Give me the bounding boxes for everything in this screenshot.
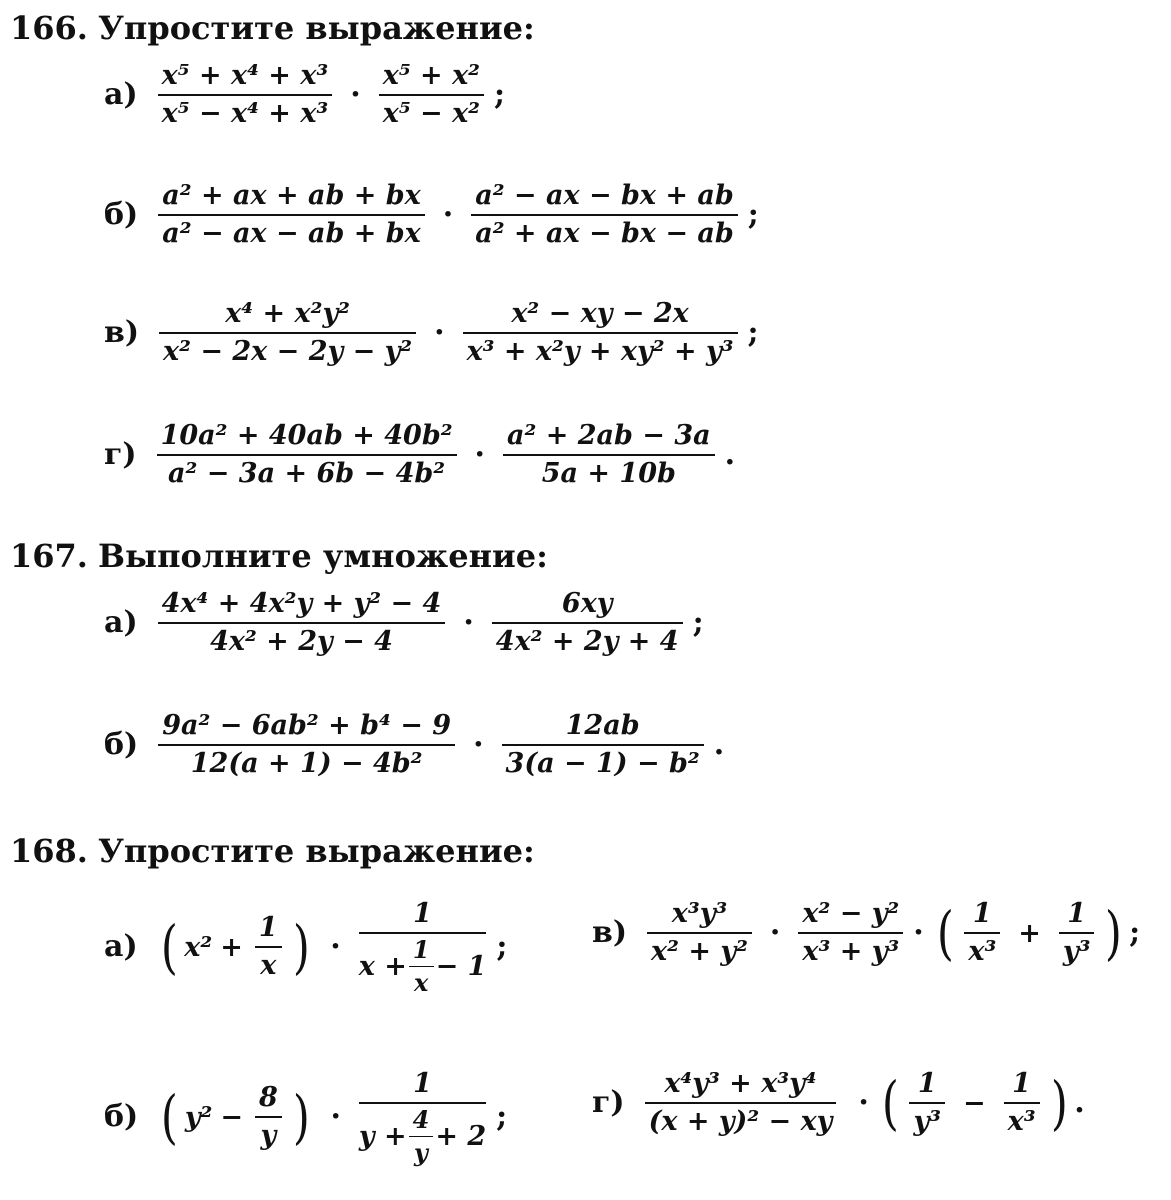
denominator: 12(a + 1) − 4b² (190, 748, 423, 780)
fraction-2 (502, 710, 704, 781)
denominator: x³ (1007, 1106, 1036, 1138)
fraction-1 (645, 1068, 837, 1139)
left-paren: ( (936, 899, 954, 968)
problem-166-heading (10, 9, 535, 47)
problem-166a (104, 60, 505, 131)
denominator: x⁵ − x⁴ + x³ (161, 98, 329, 130)
multiply-sign: · (434, 315, 445, 351)
terminator: ; (496, 1099, 508, 1135)
operator: − (962, 1087, 986, 1119)
problem-168c (592, 898, 1140, 969)
item-label: а) (104, 77, 138, 113)
problem-number: 168. (10, 832, 88, 870)
denominator (359, 1106, 486, 1166)
fraction-1 (157, 420, 457, 491)
operator: + (220, 931, 243, 963)
terminator: . (1074, 1085, 1085, 1121)
fraction-1 (158, 60, 333, 131)
denominator-suffix: − 1 (435, 950, 487, 982)
numerator: 1 (1067, 898, 1087, 929)
numerator: 4 (412, 1105, 430, 1135)
problem-168b (104, 1068, 507, 1167)
fraction-2 (798, 898, 903, 969)
multiply-sign: · (463, 605, 474, 641)
problem-number: 167. (10, 537, 88, 575)
inner-fraction (255, 1082, 282, 1153)
numerator: 12ab (565, 710, 640, 741)
numerator: 4x⁴ + 4x²y + y² − 4 (161, 588, 442, 619)
numerator: x⁴ + x²y² (225, 298, 350, 329)
multiply-sign: · (350, 77, 361, 113)
terminator: . (713, 727, 725, 763)
problem-168-heading (10, 832, 535, 870)
denominator: x² + y² (651, 936, 748, 968)
denominator: x³ + y³ (802, 936, 900, 968)
item-label: г) (104, 437, 137, 473)
denominator: 5a + 10b (541, 458, 676, 490)
denominator: y³ (913, 1106, 941, 1138)
multiply-sign: · (769, 915, 781, 951)
fraction-2 (379, 60, 484, 131)
problem-title: Упростите выражение: (97, 832, 535, 870)
item-label: в) (592, 915, 628, 951)
paren-fraction-1 (964, 898, 1000, 969)
multiply-sign: · (330, 1099, 341, 1135)
terminator: . (724, 437, 736, 473)
complex-fraction (359, 898, 487, 997)
term: x² (184, 931, 213, 963)
multiply-sign: · (330, 929, 341, 965)
item-label: б) (104, 1099, 139, 1135)
numerator: 1 (413, 1068, 432, 1099)
numerator: 1 (258, 911, 278, 943)
right-paren: ) (292, 913, 310, 982)
numerator: 1 (1012, 1068, 1031, 1099)
denominator: 4x² + 2y − 4 (210, 626, 393, 658)
denominator: y (413, 1137, 428, 1167)
denominator: a² + ax − bx − ab (475, 218, 734, 250)
right-paren: ) (292, 1083, 310, 1152)
numerator: a² + ax + ab + bx (162, 180, 421, 211)
denominator-prefix: y + (358, 1120, 407, 1152)
left-paren: ( (160, 913, 178, 982)
numerator: 9a² − 6ab² + b⁴ − 9 (162, 710, 452, 741)
multiply-sign: · (858, 1085, 869, 1121)
right-paren: ) (1105, 899, 1123, 968)
numerator: 1 (413, 898, 432, 929)
denominator: 3(a − 1) − b² (505, 748, 700, 780)
multiply-sign: · (474, 437, 485, 473)
numerator: a² − ax − bx + ab (475, 180, 734, 211)
paren-fraction-1 (909, 1068, 945, 1139)
multiply-sign: · (442, 197, 454, 233)
nested-fraction (409, 1106, 434, 1166)
item-label: г) (592, 1085, 625, 1121)
numerator: 1 (972, 898, 992, 929)
problem-167b (104, 710, 724, 781)
left-paren: ( (881, 1069, 899, 1138)
denominator: y (260, 1120, 277, 1152)
denominator: 4x² + 2y + 4 (495, 626, 679, 658)
problem-166d (104, 420, 735, 491)
problem-168a (104, 898, 507, 997)
terminator: ; (692, 605, 704, 641)
problem-166b (104, 180, 759, 251)
numerator: x⁴y³ + x³y⁴ (664, 1068, 817, 1099)
denominator: a² − ax − ab + bx (162, 218, 421, 250)
denominator: x⁵ − x² (382, 98, 480, 130)
fraction-1 (647, 898, 752, 969)
paren-fraction-2 (1059, 898, 1095, 969)
numerator: 1 (917, 1068, 937, 1099)
denominator: x² − 2x − 2y − y² (163, 336, 413, 368)
problem-168d (592, 1068, 1085, 1139)
problem-title: Выполните умножение: (97, 537, 548, 575)
problem-167-heading (10, 537, 548, 575)
fraction-2 (503, 420, 715, 491)
right-paren: ) (1050, 1069, 1068, 1138)
fraction-1 (158, 588, 446, 659)
inner-fraction (255, 912, 282, 983)
numerator: 8 (259, 1081, 278, 1113)
item-label: б) (104, 727, 139, 763)
numerator: 1 (412, 935, 430, 965)
item-label: а) (104, 929, 138, 965)
denominator: x³ (968, 936, 997, 968)
operator: + (1018, 917, 1041, 949)
numerator: x² − xy − 2x (511, 298, 689, 329)
fraction-1 (159, 298, 416, 369)
nested-fraction (409, 936, 434, 996)
item-label: б) (104, 197, 139, 233)
problem-167a (104, 588, 704, 659)
terminator: ; (1129, 915, 1141, 951)
numerator: x⁵ + x² (382, 60, 480, 91)
numerator: a² + 2ab − 3a (507, 420, 711, 451)
left-paren: ( (161, 1083, 179, 1152)
problem-166c (104, 298, 759, 369)
denominator: x (414, 967, 429, 997)
numerator: 6xy (561, 588, 613, 619)
denominator-suffix: + 2 (435, 1120, 487, 1152)
item-label: в) (104, 315, 140, 351)
terminator: ; (747, 197, 759, 233)
denominator: a² − 3a + 6b − 4b² (168, 458, 446, 490)
multiply-sign: · (473, 727, 484, 763)
complex-fraction (359, 1068, 486, 1167)
item-label: а) (104, 605, 138, 641)
numerator: x⁵ + x⁴ + x³ (161, 60, 329, 91)
numerator: 10a² + 40ab + 40b² (160, 420, 453, 451)
operator: − (220, 1101, 243, 1133)
denominator: (x + y)² − xy (648, 1106, 833, 1138)
denominator (359, 936, 487, 996)
fraction-1 (158, 710, 455, 781)
numerator: x² − y² (802, 898, 900, 929)
numerator: x³y³ (671, 898, 728, 929)
terminator: ; (494, 77, 506, 113)
fraction-2 (471, 180, 738, 251)
paren-fraction-2 (1004, 1068, 1040, 1139)
problem-number: 166. (10, 9, 88, 47)
denominator-prefix: x + (358, 950, 407, 982)
fraction-2 (463, 298, 738, 369)
term: y² (184, 1101, 213, 1133)
terminator: ; (747, 315, 759, 351)
terminator: ; (496, 929, 508, 965)
denominator: x³ + x²y + xy² + y³ (466, 336, 734, 368)
denominator: x (260, 950, 277, 982)
fraction-1 (158, 180, 425, 251)
fraction-2 (492, 588, 683, 659)
denominator: y³ (1062, 936, 1091, 968)
multiply-sign: · (913, 915, 924, 951)
problem-title: Упростите выражение: (97, 9, 535, 47)
